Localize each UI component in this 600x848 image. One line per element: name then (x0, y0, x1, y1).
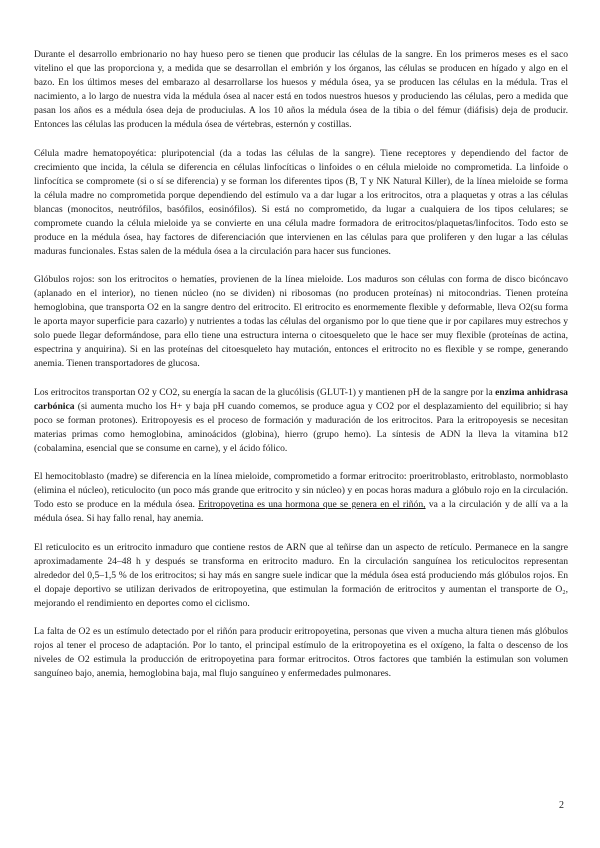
paragraph-hemocytoblast (34, 470, 568, 526)
paragraph-oxygen-stimulus: La falta de O2 es un estímulo detectado por el riñón para producir eritropoyetina, personas que viven a mucha altura tienen más glóbulos rojos al tener el proceso de adaptación. Por lo tanto, el principal estímulo de la eritropoyetina es el oxígeno, la falta o descenso de los niveles de O2 estimula la producción de eritropoyetina para formar eritrocitos. Otros factores que también la estimulan son volumen sanguíneo bajo, anemia, hemoglobina baja, mal flujo sanguíneo y enfermedades pulmonares. (34, 626, 568, 679)
paragraph-reticulocyte: El reticulocito es un eritrocito inmaduro que contiene restos de ARN que al teñirse dan un aspecto de retículo. Permanece en la sangre aproximadamente 24–48 h y después se transforma en eritrocito maduro. En la circulación sanguínea los reticulocitos representan alrededor del 0,5–1,5 % de los eritrocitos; si hay más en sangre suele indicar que la médula ósea está produciendo más glóbulos rojos. En el dopaje deportivo se utilizan derivados de eritropoyetina, que estimulan la formación de eritrocitos y aumentan el transporte de O₂, mejorando el rendimiento en deportes como el ciclismo. (34, 541, 568, 609)
paragraph-text: El hemocitoblasto (madre) se diferencia en la línea mieloide, comprometido a formar eritrocito: proeritroblasto, eritroblasto, normoblasto (elimina el núcleo), reticulocito (un poco más grande que eritrocito y sin núcleo) y en pocas horas madura a glóbulo rojo en la circulación. Todo esto se produce en la médula ósea. (34, 471, 568, 510)
page-number: 2 (559, 800, 564, 811)
paragraph-embryonic-development: Durante el desarrollo embrionario no hay hueso pero se tienen que producir las células de la sangre. En los primeros meses es el saco vitelino el que las proporciona y, a medida que se desarrollan el embrión y los órganos, las células se producen en hígado y algo en el bazo. En los últimos meses del embarazo al desarrollarse los huesos y médula ósea, ya se producen las células en la médula. Tras el nacimiento, a lo largo de nuestra vida la médula ósea al nacer está en todos nuestros huesos y produciendo las células, pero a medida que pasan los años es a médula ósea deja de produciulas. A los 10 años la médula ósea de la tibia o del fémur (diáfisis) deja de producir. Entonces las células las producen la médula ósea de vértebras, esternón y costillas. (34, 49, 568, 130)
paragraph-hematopoietic-stem-cell: Célula madre hematopoyética: pluripotencial (da a todas las células de la sangre). Tiene receptores y dependiendo del factor de crecimiento que incida, la célula se diferencia en células linfocíticas o linfoides o en célula mieloide no comprometida. La linfoide o linfocítica se compromete (si o sí se diferencia) y se forman los diferentes tipos (B, T y NK Natural Killer), de la línea mieloide se forma la célula madre no comprometida porque dependiendo del estímulo va a dar lugar a los eritrocitos, otra a plaquetas y otras a las células blancas (monocitos, neutrófilos, basófilos, eosinófilos). Si está no comprometido, da lugar a cualquiera de los tipos celulares; se compromete cuando la célula mieloide ya se convierte en una célula madre formadora de eritrocitos/plaquetas/linfocitos. Todo esto se produce en la médula ósea, hay factores de diferenciación que intervienen en las células para que proliferen y den lugar a las células maduras funcionales. Estas salen de la médula ósea a la circulación para hacer sus funciones. (34, 147, 568, 257)
document-body (34, 48, 568, 696)
paragraph-erythrocyte-transport (34, 386, 568, 456)
paragraph-text: Los eritrocitos transportan O2 y CO2, su energía la sacan de la glucólisis (GLUT-1) y mantienen pH de la sangre por la (34, 386, 496, 398)
paragraph-red-blood-cells: Glóbulos rojos: son los eritrocitos o hematíes, provienen de la línea mieloide. Los maduros son células con forma de disco bicóncavo (aplanado en el interior), no tienen núcleo (no se dividen) ni ribosomas (no producen proteínas) ni mitocondrias. Tienen proteína hemoglobina, que transporta O2 en la sangre dentro del eritrocito. El eritrocito es enormemente flexible y deformable, lleva O2(su forma le aporta mayor superficie para cazarlo) y nutrientes a todas las células del organismo por lo que tiene que ir por capilares muy estrechos y solo puede llegar deformándose, para ello tiene una estructura interna o citoesqueleto que le hace ser muy flexible (proteínas de actina, espectrina y anquirina). Si en las proteínas del citoesqueleto hay mutación, entonces el eritrocito no es flexible y se rompe, generando anemia. Tienen transportadores de glucosa. (34, 274, 568, 369)
bold-term-carbonic-anhydrase: enzima anhidrasa carbónica (34, 386, 568, 412)
paragraph-text: va a la circulación y de allí va a la médula ósea. Si hay fallo renal, hay anemia. (34, 499, 569, 524)
underlined-erythropoietin-note: Eritropoyetina es una hormona que se genera en el riñón, (198, 499, 426, 510)
paragraph-text: (si aumenta mucho los H+ y baja pH cuando comemos, se produce agua y CO2 por el desplazamiento del equilibrio; si hay poco se forman protones). Eritropoyesis es el proceso de formación y maduración de los eritrocitos. Para la eritropoyesis se necesitan materias primas como hemoglobina, aminoácidos (globina), hierro (grupo hemo). La síntesis de ADN la lleva la vitamina b12 (cobalamina, esencial que se consume en carne), y el ácido fólico. (34, 400, 568, 454)
